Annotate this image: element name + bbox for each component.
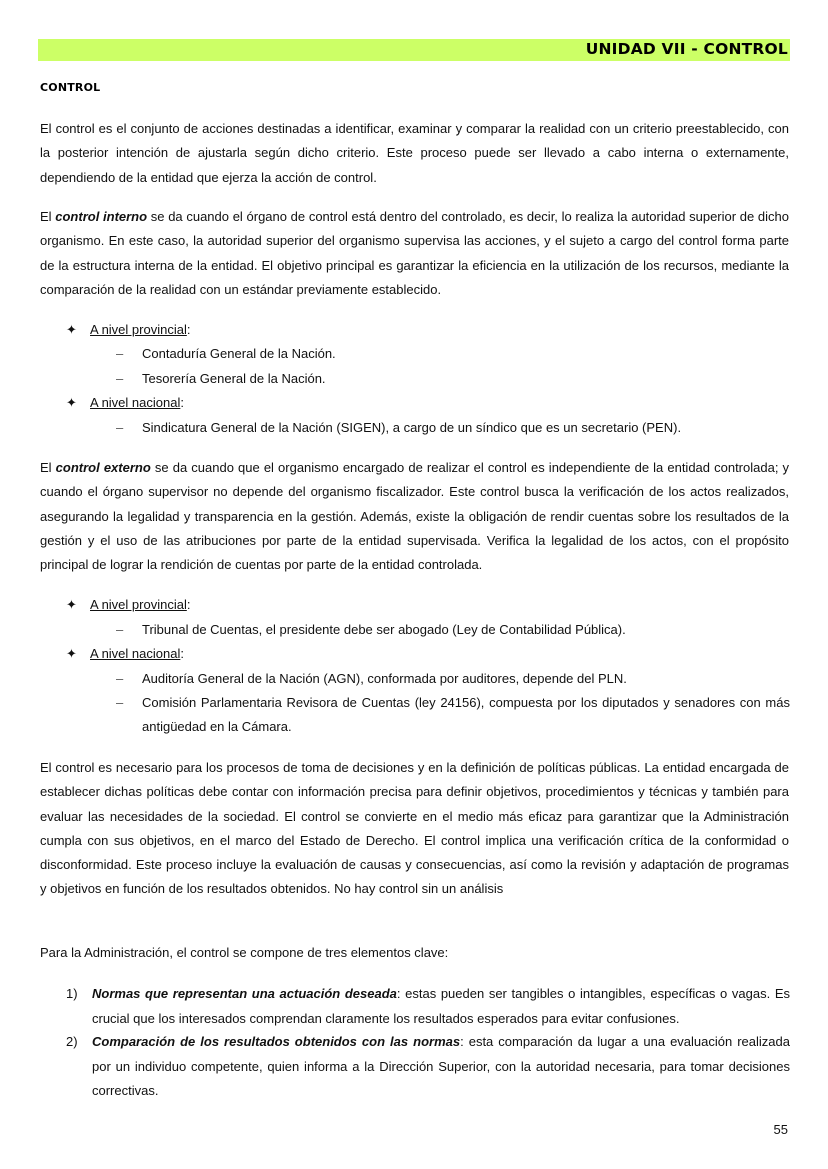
numbered-item-1: 1) Normas que representan una actuación deseada: estas pueden ser tangibles o intangibles, específicas o vagas. Es crucial que los interesados comprendan claramente los resultados esperados para evitar confusiones. — [66, 986, 791, 1026]
bullet-nacional-1: ✦ A nivel nacional: — [66, 391, 184, 415]
paragraph-elementos: Para la Administración, el control se compone de tres elementos clave: — [40, 945, 449, 960]
bullet-provincial-2: ✦ A nivel provincial: — [66, 593, 190, 617]
star-bullet-icon: ✦ — [66, 646, 77, 661]
star-bullet-icon: ✦ — [66, 322, 77, 337]
paragraph-necesidad-control: El control es necesario para los procesos de toma de decisiones y en la definición de políticas públicas. La entidad encargada de establecer dichas políticas debe contar con información precisa para definir objetivos, procedimientos y técnicas y también para evaluar las necesidades de la sociedad. El control se convierte en el medio más eficaz para garantizar que la Administración cumpla con sus objetivos, en el marco del Estado de Derecho. El control implica una verificación crítica de la conformidad o disconformidad. Este proceso incluye la evaluación de causas y consecuencias, así como la revisión y adaptación de programas y objetivos en función de los resultados obtenidos. No hay control sin un análisis — [40, 760, 789, 897]
numbered-item-2: 2) Comparación de los resultados obtenidos con las normas: esta comparación da lugar a una evaluación realizada por un individuo competente, quien informa a la Dirección Superior, con la autoridad necesaria, para tomar decisiones correctivas. — [66, 1034, 790, 1098]
bullet-provincial-1: ✦ A nivel provincial: — [66, 318, 190, 342]
term-control-externo: control externo — [55, 460, 151, 475]
list-item: – Tesorería General de la Nación. — [116, 371, 326, 386]
list-item: – Contaduría General de la Nación. — [116, 346, 336, 361]
paragraph-control-interno: El control interno se da cuando el órgano de control está dentro del controlado, es decir, lo realiza la autoridad superior de dicho organismo. En este caso, la autoridad superior del organismo supervisa las acciones, y el sujeto a cargo del control forma parte de la estructura interna de la entidad. El objetivo principal es garantizar la eficiencia en la utilización de los recursos, mediante la comparación de la realidad con un estándar previamente establecido. — [40, 209, 790, 297]
paragraph-control-externo: El control externo se da cuando que el organismo encargado de realizar el control es independiente de la entidad controlada; y cuando el órgano supervisor no depende del organismo fiscalizador. Este control busca la verificación de los actos realizados, asegurando la legalidad y transparencia en la gestión. Además, existe la obligación de rendir cuentas sobre los resultados de la gestión y el uso de las atribuciones por parte de la entidad supervisada. Verifica la legalidad de los actos, con el propósito principal de lograr la rendición de cuentas por parte de la entidad controlada. — [40, 460, 790, 573]
list-item-dash: – — [116, 695, 124, 710]
page-number: 55 — [773, 1122, 788, 1137]
list-item: Comisión Parlamentaria Revisora de Cuentas (ley 24156), compuesta por los diputados y senadores con más antigüedad en la Cámara. — [142, 695, 790, 734]
paragraph-intro: El control es el conjunto de acciones destinadas a identificar, examinar y comparar la realidad con un criterio preestablecido, con la posterior intención de ajustarla según dicho criterio. Este proceso puede ser llevado a cabo interna o externamente, dependiendo de la entidad que ejerza la acción de control. — [40, 121, 789, 185]
header-bar — [38, 39, 790, 61]
list-item: – Tribunal de Cuentas, el presidente debe ser abogado (Ley de Contabilidad Pública). — [116, 622, 626, 637]
section-title: CONTROL — [40, 81, 101, 94]
bullet-nacional-2: ✦ A nivel nacional: — [66, 642, 184, 666]
star-bullet-icon: ✦ — [66, 395, 77, 410]
term-control-interno: control interno — [55, 209, 148, 224]
star-bullet-icon: ✦ — [66, 597, 77, 612]
unit-title: UNIDAD VII - CONTROL — [585, 40, 788, 58]
list-item: – Auditoría General de la Nación (AGN), conformada por auditores, depende del PLN. — [116, 671, 627, 686]
list-item: – Sindicatura General de la Nación (SIGEN), a cargo de un síndico que es un secretario (PEN). — [116, 420, 682, 435]
